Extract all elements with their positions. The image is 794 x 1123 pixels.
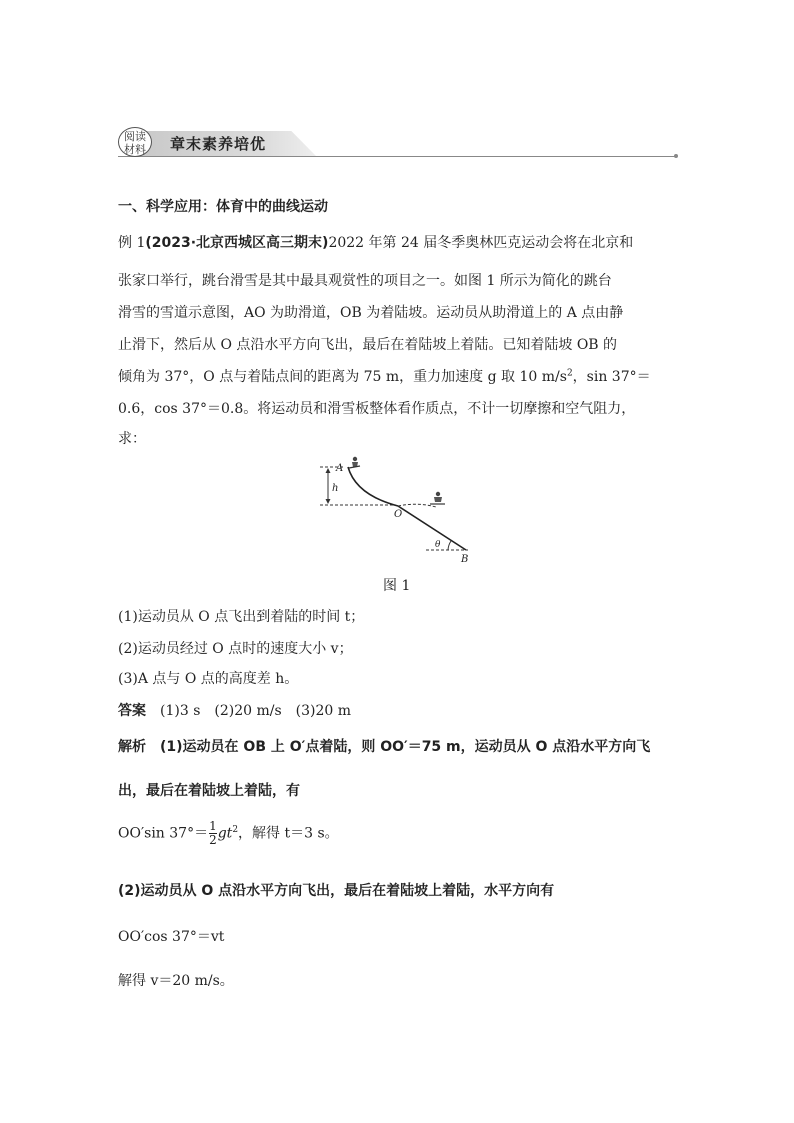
example-line-1-text: 2022 年第 24 届冬季奥林匹克运动会将在北京和: [328, 235, 634, 251]
section-heading: 一、科学应用：体育中的曲线运动: [118, 199, 328, 215]
answer-label: 答案: [118, 703, 146, 719]
skier-icon-flight: [430, 492, 445, 504]
flight-trajectory: [398, 504, 436, 507]
eq1-left: OO′sin 37°＝: [118, 825, 209, 842]
header-rule: [118, 156, 676, 157]
label-a: A: [336, 463, 344, 474]
figure-caption: 图 1: [383, 578, 411, 594]
eq1-numerator: 1: [209, 819, 217, 833]
example-line-5b: ，sin 37°＝: [572, 369, 651, 385]
solution-line-6: 解得 v＝20 m/s。: [118, 973, 234, 989]
question-1: (1)运动员从 O 点飞出到着陆的时间 t；: [118, 609, 365, 625]
eq1-fraction: [209, 820, 217, 847]
landing-slope: [398, 506, 466, 550]
example-line-3: 滑雪的雪道示意图，AO 为助滑道，OB 为着陆坡。运动员从助滑道上的 A 点由静: [118, 305, 624, 321]
solution-label: 解析: [118, 739, 146, 755]
example-source: (2023·北京西城区高三期末): [145, 235, 329, 251]
example-line-7: 求：: [118, 431, 146, 447]
answer-line: [118, 700, 351, 720]
eq1-tail: ，解得 t＝3 s。: [238, 825, 339, 842]
example-line-6: 0.6，cos 37°＝0.8。将运动员和滑雪板整体看作质点，不计一切摩擦和空气阻力，: [118, 401, 636, 417]
label-b: B: [461, 554, 469, 565]
example-line-1: [118, 232, 633, 252]
skier-icon-start: [349, 457, 360, 468]
eq1-right: gt: [217, 825, 233, 842]
example-label: 例 1: [118, 235, 146, 251]
reading-material-badge: [118, 127, 152, 157]
solution-equation-1: [118, 820, 339, 847]
label-h: h: [332, 483, 339, 494]
badge-line-2: 材料: [124, 143, 146, 156]
ramp-curve: [348, 467, 398, 506]
example-line-4: 止滑下，然后从 O 点沿水平方向飞出，最后在着陆坡上着陆。已知着陆坡 OB 的: [118, 337, 618, 353]
eq1-denominator: 2: [209, 833, 217, 847]
chapter-title: 章末素养培优: [170, 135, 267, 153]
solution-line-2: 出，最后在着陆坡上着陆，有: [118, 783, 300, 799]
solution-equation-2: OO′cos 37°＝vt: [118, 929, 225, 945]
question-3: (3)A 点与 O 点的高度差 h。: [118, 671, 299, 687]
solution-line-1-text: (1)运动员在 OB 上 O′点着陆，则 OO′＝75 m，运动员从 O 点沿水平方向飞: [160, 739, 651, 755]
height-arrow-top: [326, 468, 331, 473]
example-line-2: 张家口举行，跳台滑雪是其中最具观赏性的项目之一。如图 1 所示为简化的跳台: [118, 273, 612, 289]
example-line-5a: 倾角为 37°，O 点与着陆点间的距离为 75 m，重力加速度 g 取 10 m/s: [118, 369, 567, 385]
example-line-5: [118, 366, 651, 386]
eq1-sup: 2: [232, 824, 239, 835]
solution-line-1: [118, 736, 650, 756]
label-o: O: [394, 509, 403, 520]
answer-text: (1)3 s (2)20 m/s (3)20 m: [160, 703, 352, 719]
angle-arc: [448, 541, 451, 550]
height-arrow-bottom: [326, 499, 331, 504]
badge-line-1: 阅读: [124, 130, 146, 143]
header-rule-dot: [674, 154, 678, 158]
label-theta: θ: [435, 540, 441, 550]
solution-line-4: (2)运动员从 O 点沿水平方向飞出，最后在着陆坡上着陆，水平方向有: [118, 883, 555, 899]
question-2: (2)运动员经过 O 点时的速度大小 v；: [118, 641, 353, 657]
example-line-5-sup: 2: [566, 368, 573, 379]
ski-jump-diagram: [318, 455, 478, 570]
